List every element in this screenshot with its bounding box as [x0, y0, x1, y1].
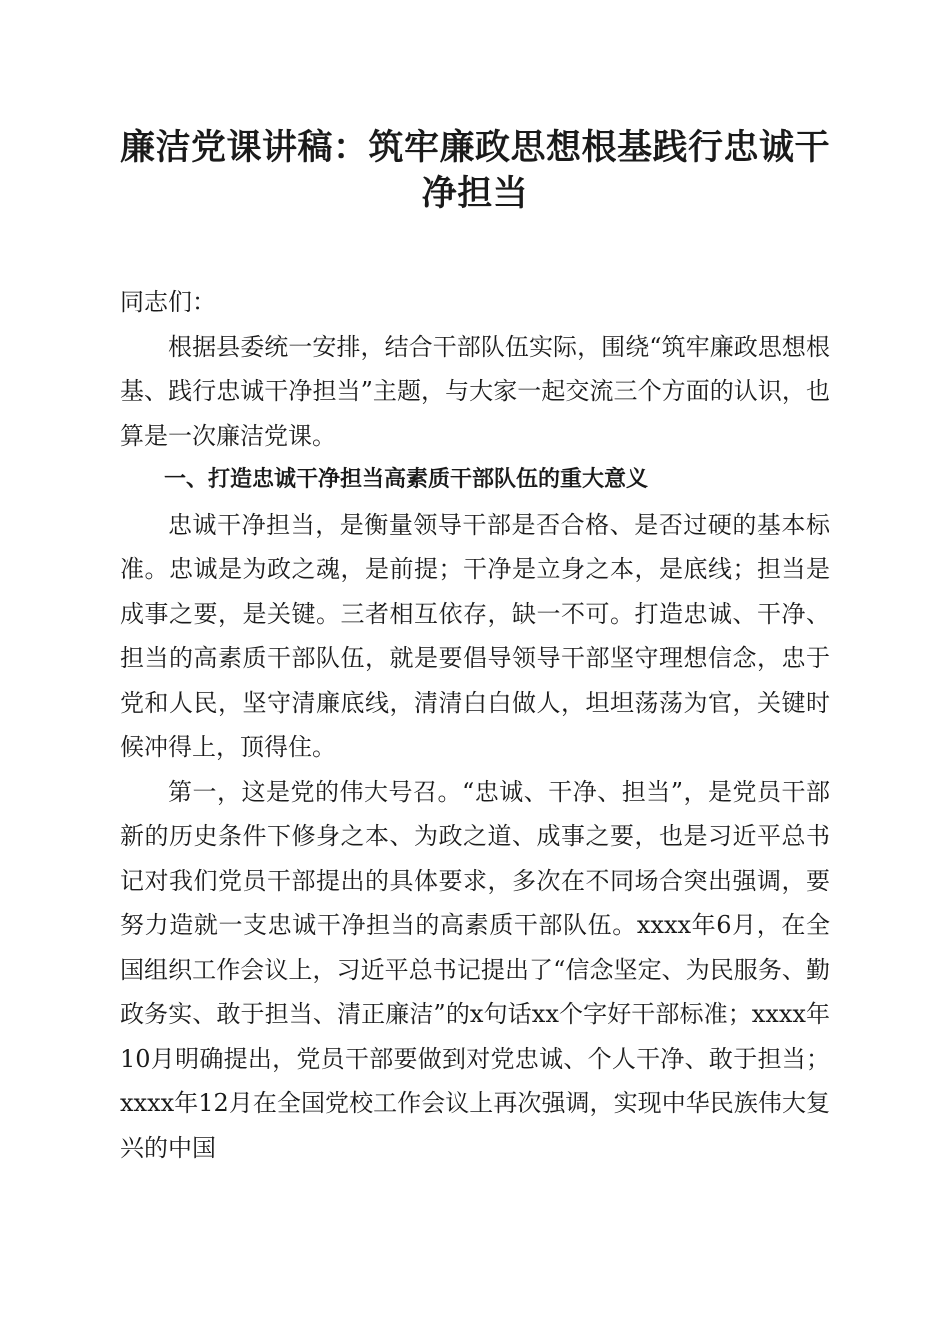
document-body [120, 280, 830, 1170]
title-line-2: 净担当 [421, 174, 529, 214]
body-paragraph: 忠诚干净担当，是衡量领导干部是否合格、是否过硬的基本标准。忠诚是为政之魂，是前提；干净是立身之本，是底线；担当是成事之要，是关键。三者相互依存，缺一不可。打造忠诚、干净、担当的高素质干部队伍，就是要倡导领导干部坚守理想信念，忠于党和人民，坚守清廉底线，清清白白做人，坦坦荡荡为官，关键时候冲得上，顶得住。 [120, 510, 830, 761]
document-title [100, 125, 850, 217]
document-page [120, 125, 830, 1170]
title-line-1: 廉洁党课讲稿：筑牢廉政思想根基践行忠诚干 [119, 128, 830, 168]
intro-paragraph: 根据县委统一安排，结合干部队伍实际，围绕“筑牢廉政思想根基、践行忠诚干净担当”主题，与大家一起交流三个方面的认识，也算是一次廉洁党课。 [120, 332, 830, 450]
section-heading: 一、打造忠诚干净担当高素质干部队伍的重大意义 [164, 467, 649, 492]
body-paragraph: 第一，这是党的伟大号召。“忠诚、干净、担当”，是党员干部新的历史条件下修身之本、为政之道、成事之要，也是习近平总书记对我们党员干部提出的具体要求，多次在不同场合突出强调，要努力造就一支忠诚干净担当的高素质干部队伍。xxxx年6月，在全国组织工作会议上，习近平总书记提出了“信念坚定、为民服务、勤政务实、敢于担当、清正廉洁”的x句话xx个字好干部标准；xxxx年10月明确提出，党员干部要做到对党忠诚、个人干净、敢于担当；xxxx年12月在全国党校工作会议上再次强调，实现中华民族伟大复兴的中国 [120, 777, 830, 1162]
greeting: 同志们： [120, 288, 216, 316]
